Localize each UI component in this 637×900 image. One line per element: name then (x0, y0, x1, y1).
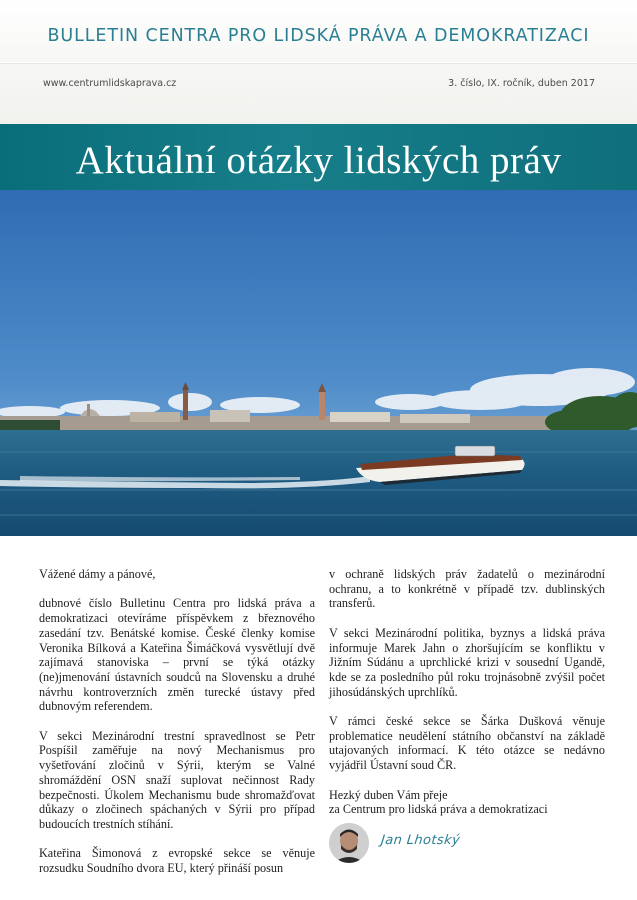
letter-paragraph: V rámci české sekce se Šárka Dušková věnuje problematice neudělení státního občanství na základě utajovaných informací. K této otázce se nedávno vyjádřil Ústavní soud ČR. (329, 714, 605, 773)
cover-photo (0, 190, 637, 536)
issue-info: 3. číslo, IX. ročník, duben 2017 (448, 78, 595, 89)
letter-paragraph: dubnové číslo Bulletinu Centra pro lidská práva a demokratizaci otevíráme příspěvkem z březnového zasedání tzv. Benátské komise. České členky komise Veronika Bílková a Kateřina Šimáčková vysvětlují dvě zajímavá stanoviska – první se týká otázky (ne)jmenování ústavních soudců na Slovensku a druhé návrhu kontroverzních změn turecké ústavy před dubnovým referendem. (39, 596, 315, 714)
signature (329, 819, 605, 867)
letter-left-column (39, 567, 315, 890)
letter-paragraph: V sekci Mezinárodní politika, byznys a lidská práva informuje Marek Jahn o zhoršujícím se konfliktu v Jižním Súdánu a uprchlické krizi v sousední Ugandě, kde se za posledního půl roku trojnásobně zvýšil počet jihosúdánských uprchlíků. (329, 625, 605, 699)
closing (329, 788, 605, 817)
closing-line-2: za Centrum pro lidská práva a demokratizaci (329, 802, 548, 817)
author-signature: Jan Lhotský (380, 833, 461, 848)
greeting: Vážené dámy a pánové, (39, 567, 156, 581)
masthead (0, 0, 637, 124)
issue-headline: Aktuální otázky lidských práv (75, 139, 562, 182)
closing-line-1: Hezký duben Vám přeje (329, 787, 448, 802)
letter-paragraph: Kateřina Šimonová z evropské sekce se věnuje rozsudku Soudního dvora EU, který přináší posun (39, 846, 315, 876)
letter-right-column (329, 567, 605, 832)
website-url: www.centrumlidskaprava.cz (43, 78, 177, 89)
bulletin-title: BULLETIN CENTRA PRO LIDSKÁ PRÁVA A DEMOKRATIZACI (47, 26, 590, 46)
letter-paragraph: V sekci Mezinárodní trestní spravedlnost se Petr Pospíšil zaměřuje na nový Mechanismus pro vyšetřování zločinů v Sýrii, kterým se Valné shromáždění OSN snaží suplovat nečinnost Rady bezpečnosti. Úkolem Mechanismu bude shromažďovat důkazy o zločinech spáchaných v Sýrii pro případ budoucích trestních stíhání. (39, 728, 315, 831)
letter-paragraph: v ochraně lidských práv žadatelů o mezinárodní ochranu, a to konkrétně v případě tzv. dublinských transferů. (329, 567, 605, 611)
header-divider (0, 62, 637, 63)
author-portrait (329, 823, 369, 863)
